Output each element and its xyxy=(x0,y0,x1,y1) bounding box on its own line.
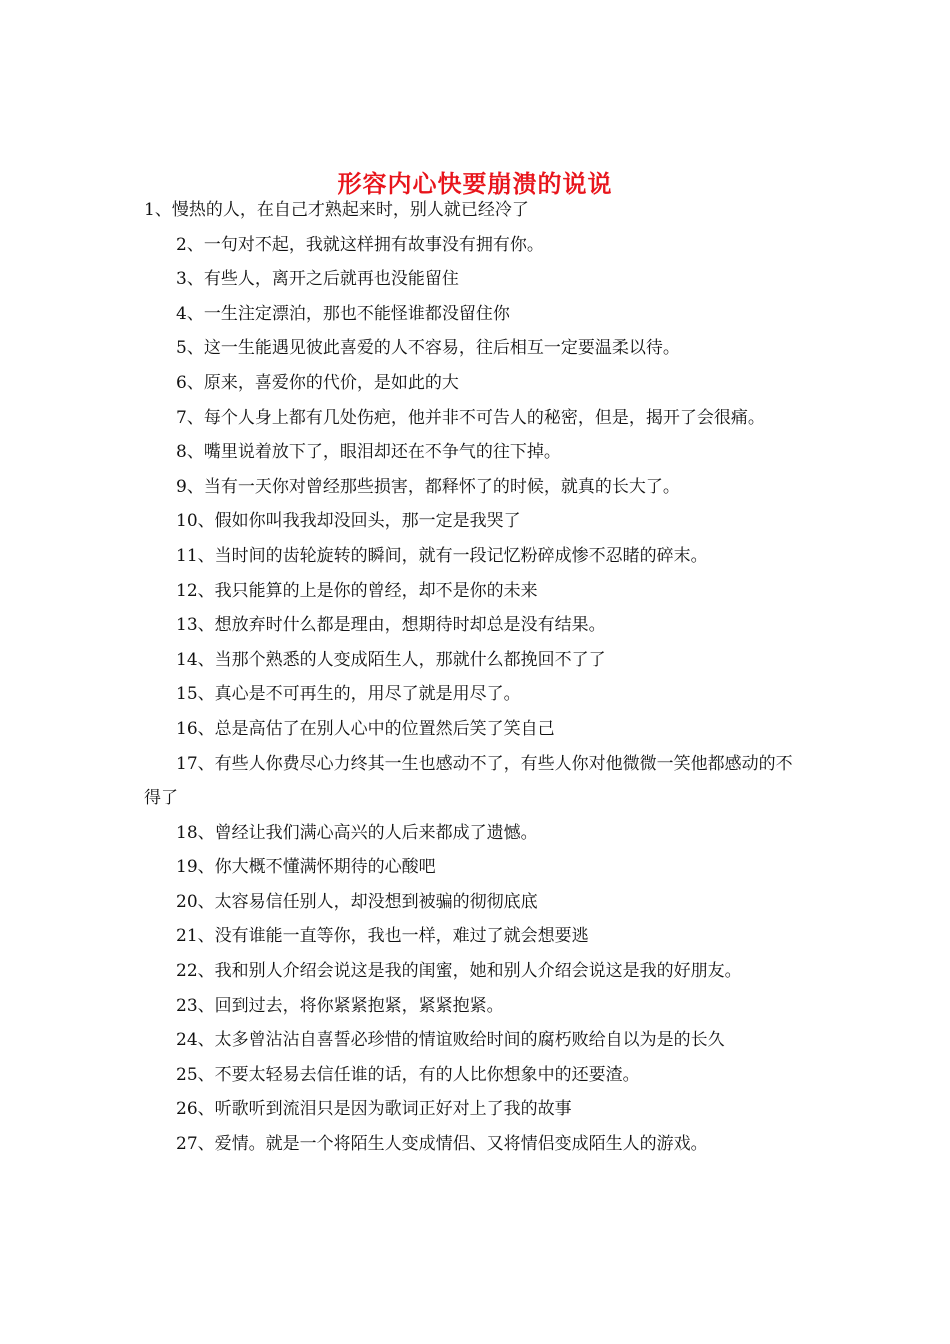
page-title: 形容内心快要崩溃的说说 xyxy=(337,169,613,199)
list-item: 26、听歌听到流泪只是因为歌词正好对上了我的故事 xyxy=(176,1099,572,1120)
list-item: 5、这一生能遇见彼此喜爱的人不容易，往后相互一定要温柔以待。 xyxy=(176,338,680,359)
list-item: 3、有些人，离开之后就再也没能留住 xyxy=(176,269,459,290)
list-item: 27、爱情。就是一个将陌生人变成情侣、又将情侣变成陌生人的游戏。 xyxy=(176,1134,708,1155)
list-item: 24、太多曾沾沾自喜誓必珍惜的情谊败给时间的腐朽败给自以为是的长久 xyxy=(176,1030,725,1051)
list-item: 1、慢热的人，在自己才熟起来时，别人就已经冷了 xyxy=(144,200,529,220)
list-item: 13、想放弃时什么都是理由，想期待时却总是没有结果。 xyxy=(176,615,606,636)
list-item: 22、我和别人介绍会说这是我的闺蜜，她和别人介绍会说这是我的好朋友。 xyxy=(176,961,742,982)
list-item: 2、一句对不起，我就这样拥有故事没有拥有你。 xyxy=(176,234,544,255)
list-item: 17、有些人你费尽心力终其一生也感动不了，有些人你对他微微一笑他都感动的不得了 xyxy=(144,753,793,809)
list-item: 10、假如你叫我我却没回头，那一定是我哭了 xyxy=(176,511,521,532)
list-item: 6、原来，喜爱你的代价，是如此的大 xyxy=(176,372,459,393)
list-item: 20、太容易信任别人，却没想到被骗的彻彻底底 xyxy=(176,891,538,912)
list-item: 8、嘴里说着放下了，眼泪却还在不争气的往下掉。 xyxy=(176,442,561,463)
list-item: 25、不要太轻易去信任谁的话，有的人比你想象中的还要渣。 xyxy=(176,1064,640,1085)
list-item: 4、一生注定漂泊，那也不能怪谁都没留住你 xyxy=(176,303,510,324)
numbered-list xyxy=(144,193,808,1162)
list-item: 23、回到过去，将你紧紧抱紧，紧紧抱紧。 xyxy=(176,995,504,1016)
list-item: 14、当那个熟悉的人变成陌生人，那就什么都挽回不了了 xyxy=(176,649,606,670)
list-item: 15、真心是不可再生的，用尽了就是用尽了。 xyxy=(176,684,521,705)
list-item: 18、曾经让我们满心高兴的人后来都成了遗憾。 xyxy=(176,822,538,843)
list-item: 16、总是高估了在别人心中的位置然后笑了笑自己 xyxy=(176,718,555,739)
list-item: 12、我只能算的上是你的曾经，却不是你的未来 xyxy=(176,580,538,601)
list-item: 9、当有一天你对曾经那些损害，都释怀了的时候，就真的长大了。 xyxy=(176,476,680,497)
list-item: 21、没有谁能一直等你，我也一样，难过了就会想要逃 xyxy=(176,926,589,947)
list-item: 7、每个人身上都有几处伤疤，他并非不可告人的秘密，但是，揭开了会很痛。 xyxy=(176,407,765,428)
list-item: 11、当时间的齿轮旋转的瞬间，就有一段记忆粉碎成惨不忍睹的碎末。 xyxy=(176,545,708,566)
list-item: 19、你大概不懂满怀期待的心酸吧 xyxy=(176,857,436,878)
